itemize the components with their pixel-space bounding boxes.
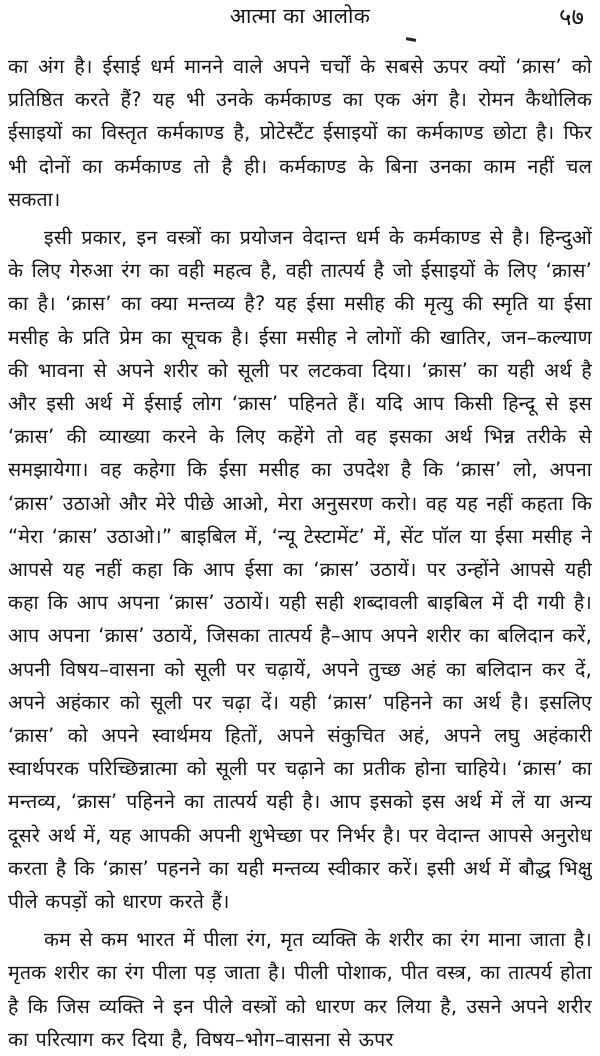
page-number: ५७ [559, 3, 584, 31]
running-header [8, 0, 592, 40]
stray-print-mark [406, 37, 416, 42]
paragraph-yellow-color: कम से कम भारत में पीला रंग, मृत व्यक्ति के शरीर का रंग माना जाता है। मृतक शरीर का रंग पीला पड़ जाता है। पीली पोशाक, पीत वस्त्र, का तात्पर्य होता है कि जिस व्यक्ति ने इन पीले वस्त्रों को धारण कर लिया है, उसने अपने शरीर का परित्याग कर दिया है, विषय–भोग–वासना से ऊपर [8, 928, 592, 1051]
paragraph-cross-meaning: इसी प्रकार, इन वस्त्रों का प्रयोजन वेदान्त धर्म के कर्मकाण्ड से है। हिन्दुओं के लिए गेरुआ रंग का वही महत्व है, वही तात्पर्य है जो ईसाइयों के लिए ‘क्रास’ का है। ‘क्रास’ का क्या मन्तव्य है? यह ईसा मसीह की मृत्यु की स्मृति या ईसा मसीह के प्रति प्रेम का सूचक है। ईसा मसीह ने लोगों की खातिर, जन–कल्याण की भावना से अपने शरीर को सूली पर लटकवा दिया। ‘क्रास’ का यही अर्थ है और इसी अर्थ में ईसाई लोग ‘क्रास’ पहिनते हैं। यदि आप किसी हिन्दू से इस ‘क्रास’ की व्याख्या करने के लिए कहेंगे तो वह इसका अर्थ भिन्न तरीके से समझायेगा। वह कहेगा कि ईसा मसीह का उपदेश है कि ‘क्रास’ लो, अपना ‘क्रास’ उठाओ और मेरे पीछे आओ, मेरा अनुसरण करो। वह यह नहीं कहता कि “मेरा ‘क्रास’ उठाओ।” बाइबिल में, ‘न्यू टेस्टामेंट’ में, सेंट पॉल या ईसा मसीह ने आपसे यह नहीं कहा कि आप ईसा का ‘क्रास’ उठायें। पर उन्होंने आपसे यही कहा कि आप अपना ‘क्रास’ उठायें। यही सही शब्दावली बाइबिल में दी गयी है। आप अपना ‘क्रास’ उठायें, जिसका तात्पर्य है–आप अपने शरीर का बलिदान करें, अपनी विषय–वासना को सूली पर चढ़ायें, अपने तुच्छ अहं का बलिदान कर दें, अपने अहंकार को सूली पर चढ़ा दें। यही ‘क्रास’ पहिनने का अर्थ है। इसलिए ‘क्रास’ को अपने स्वार्थमय हितों, अपने संकुचित अहं, अपने लघु अहंकारी स्वार्थपरक परिच्छिन्नात्मा को सूली पर चढ़ाने का प्रतीक होना चाहिये। ‘क्रास’ का मन्तव्य, ‘क्रास’ पहिनने का तात्पर्य यही है। आप इसको इस अर्थ में लें या अन्य दूसरे अर्थ में, यह आपकी अपनी शुभेच्छा पर निर्भर है। पर वेदान्त आपसे अनुरोध करता है कि ‘क्रास’ पहनने का यही मन्तव्य स्वीकार करें। इसी अर्थ में बौद्ध भिक्षु पीले कपड़ों को धारण करते हैं। [8, 226, 592, 914]
body-text [8, 50, 592, 1056]
running-header-title: आत्मा का आलोक [229, 4, 371, 28]
paragraph-continued: का अंग है। ईसाई धर्म मानने वाले अपने चर्चों के सबसे ऊपर क्यों ‘क्रास’ को प्रतिष्ठित करते हैं? यह भी उनके कर्मकाण्ड का एक अंग है। रोमन कैथोलिक ईसाइयों का विस्तृत कर्मकाण्ड है, प्रोटेस्टैंट ईसाइयों का कर्मकाण्ड छोटा है। फिर भी दोनों का कर्मकाण्ड तो है ही। कर्मकाण्ड के बिना उनका काम नहीं चल सकता। [8, 55, 592, 211]
